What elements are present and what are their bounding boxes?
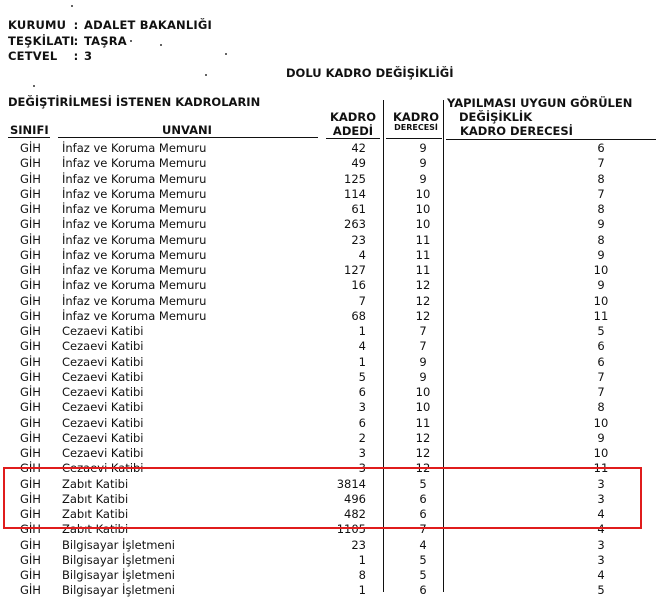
cell-adet: 6 [358,385,366,399]
rule-sinif [8,137,50,138]
cell-kadro-derece: 9 [419,156,427,171]
cell-kadro-derece: 12 [415,308,431,323]
table-row [0,156,660,171]
cell-kadro-derece: 6 [419,583,427,598]
cell-unvan: Zabıt Katibi [62,507,129,521]
cell-kadro-derece: 10 [415,400,431,415]
cell-kadro-derece: 5 [419,568,427,582]
cell-sinif: GİH [20,522,41,537]
scan-speck [130,40,132,42]
cell-kadro-derece: 10 [415,385,431,399]
cell-unvan: İnfaz ve Koruma Memuru [62,263,207,277]
col-adet-1: KADRO [330,110,376,124]
cell-adet: 3 [358,400,366,415]
cell-sinif: GİH [20,202,41,216]
cell-yeni-derece: 5 [597,583,605,598]
table-row [0,202,660,217]
cell-yeni-derece: 9 [597,430,605,445]
cell-kadro-derece: 9 [419,171,427,186]
cell-yeni-derece: 7 [597,186,605,201]
cell-sinif: GİH [20,293,41,308]
cell-adet: 3814 [336,476,366,491]
cell-adet: 482 [344,507,366,521]
cell-yeni-derece: 4 [597,568,605,582]
cell-unvan: Bilgisayar İşletmeni [62,537,175,552]
cell-adet: 1 [358,324,366,338]
cell-sinif: GİH [20,400,41,415]
col-unvan: UNVANI [162,123,212,137]
cell-unvan: Cezaevi Katibi [62,354,144,369]
cell-yeni-derece: 9 [597,278,605,293]
cell-sinif: GİH [20,263,41,277]
cell-unvan: İnfaz ve Koruma Memuru [62,156,207,171]
cell-yeni-derece: 7 [597,156,605,171]
cell-sinif: GİH [20,415,41,430]
cell-adet: 127 [344,263,366,277]
cell-unvan: Cezaevi Katibi [62,385,144,399]
cell-adet: 16 [351,278,366,293]
kurum-label: KURUMU [8,18,67,32]
cell-yeni-derece: 6 [597,354,605,369]
cell-adet: 1 [358,583,366,598]
cell-yeni-derece: 5 [597,324,605,338]
cell-yeni-derece: 8 [597,232,605,247]
cell-unvan: İnfaz ve Koruma Memuru [62,186,207,201]
cell-adet: 125 [344,171,366,186]
cell-yeni-derece: 4 [597,522,605,537]
cell-kadro-derece: 11 [415,415,431,430]
cell-sinif: GİH [20,385,41,399]
table-row [0,324,660,339]
table-row [0,248,660,263]
cell-unvan: İnfaz ve Koruma Memuru [62,202,207,216]
scan-speck [160,44,162,46]
cell-adet: 42 [351,141,366,155]
cell-kadro-derece: 9 [419,369,427,384]
table-row [0,416,660,431]
cell-kadro-derece: 10 [415,217,431,232]
cell-adet: 2 [358,430,366,445]
cell-unvan: Zabıt Katibi [62,522,129,537]
kurum-value: ADALET BAKANLIĞI [84,18,213,32]
cell-yeni-derece: 4 [597,507,605,521]
document-title: DOLU KADRO DEĞİŞİKLİĞİ [286,66,454,80]
cell-unvan: Cezaevi Katibi [62,324,144,338]
cell-kadro-derece: 9 [419,141,427,155]
cell-sinif: GİH [20,308,41,323]
section-right-header-2: DEĞİŞİKLİK [459,110,533,124]
cell-unvan: Cezaevi Katibi [62,339,144,354]
cell-kadro-derece: 12 [415,430,431,445]
cell-adet: 4 [358,247,366,262]
cell-yeni-derece: 3 [597,476,605,491]
cell-yeni-derece: 10 [593,415,609,430]
teskilat-line: TEŞKİLATI: TAŞRA [8,34,127,48]
cell-kadro-derece: 6 [419,491,427,506]
cell-sinif: GİH [20,156,41,171]
cell-kadro-derece: 5 [419,552,427,567]
cell-kadro-derece: 12 [415,278,431,293]
rule-unvan [58,137,318,138]
cell-yeni-derece: 3 [597,537,605,552]
cell-adet: 61 [351,202,366,216]
cell-unvan: Cezaevi Katibi [62,369,144,384]
cell-sinif: GİH [20,461,41,476]
cell-adet: 49 [351,156,366,171]
section-left-header: DEĞİŞTİRİLMESİ İSTENEN KADROLARIN [8,95,261,109]
table-row [0,370,660,385]
cell-yeni-derece: 10 [593,263,609,277]
cell-yeni-derece: 3 [597,552,605,567]
cell-sinif: GİH [20,247,41,262]
scan-speck [205,74,207,76]
cell-sinif: GİH [20,186,41,201]
cell-sinif: GİH [20,278,41,293]
cell-adet: 6 [358,415,366,430]
scan-speck [225,53,227,55]
cell-yeni-derece: 8 [597,171,605,186]
cell-yeni-derece: 6 [597,141,605,155]
table-row [0,538,660,553]
cell-sinif: GİH [20,583,41,598]
cell-adet: 114 [344,186,366,201]
cell-adet: 5 [358,369,366,384]
teskilat-value: TAŞRA [84,34,127,48]
cetvel-value: 3 [84,49,93,63]
cell-yeni-derece: 8 [597,400,605,415]
cell-sinif: GİH [20,491,41,506]
cell-unvan: Cezaevi Katibi [62,446,144,460]
table-row [0,294,660,309]
cell-sinif: GİH [20,568,41,582]
cell-kadro-derece: 12 [415,446,431,460]
cell-kadro-derece: 6 [419,507,427,521]
cell-unvan: Cezaevi Katibi [62,400,144,415]
cell-adet: 3 [358,446,366,460]
col-adet-2: ADEDİ [332,124,374,138]
cell-sinif: GİH [20,507,41,521]
cell-adet: 7 [358,293,366,308]
cell-kadro-derece: 10 [415,202,431,216]
cell-unvan: İnfaz ve Koruma Memuru [62,217,207,232]
table-row [0,172,660,187]
cell-yeni-derece: 6 [597,339,605,354]
scan-speck [71,5,73,7]
table-row [0,568,660,583]
table-row [0,263,660,278]
cell-sinif: GİH [20,232,41,247]
cell-sinif: GİH [20,430,41,445]
cell-kadro-derece: 11 [415,263,431,277]
table-row [0,431,660,446]
cell-unvan: Bilgisayar İşletmeni [62,583,175,598]
cell-unvan: İnfaz ve Koruma Memuru [62,278,207,293]
cell-adet: 496 [344,491,366,506]
cell-yeni-derece: 7 [597,369,605,384]
cell-adet: 8 [358,568,366,582]
cell-adet: 1 [358,354,366,369]
cell-unvan: Zabıt Katibi [62,476,129,491]
rule-derece [386,138,442,139]
cell-yeni-derece: 11 [593,461,609,476]
col-yeni-derece: KADRO DERECESİ [460,124,573,138]
cell-kadro-derece: 10 [415,186,431,201]
cell-unvan: İnfaz ve Koruma Memuru [62,247,207,262]
cell-adet: 68 [351,308,366,323]
scan-speck [33,85,35,87]
cell-sinif: GİH [20,552,41,567]
cell-sinif: GİH [20,476,41,491]
cell-yeni-derece: 11 [593,308,609,323]
cell-unvan: Bilgisayar İşletmeni [62,568,175,582]
cell-sinif: GİH [20,324,41,338]
table-row [0,187,660,202]
cell-kadro-derece: 7 [419,522,427,537]
table-row [0,217,660,232]
cell-yeni-derece: 10 [593,293,609,308]
cell-sinif: GİH [20,446,41,460]
table-row [0,385,660,400]
cell-sinif: GİH [20,369,41,384]
cell-kadro-derece: 12 [415,461,431,476]
cell-unvan: İnfaz ve Koruma Memuru [62,293,207,308]
table-row [0,400,660,415]
table-row [0,355,660,370]
table-row [0,141,660,156]
cell-kadro-derece: 7 [419,324,427,338]
cell-sinif: GİH [20,217,41,232]
cell-adet: 1105 [336,522,366,537]
kurum-line: KURUMU : ADALET BAKANLIĞI [8,18,213,32]
table-row [0,233,660,248]
cell-kadro-derece: 11 [415,232,431,247]
cell-sinif: GİH [20,537,41,552]
cell-adet: 4 [358,339,366,354]
cell-unvan: Cezaevi Katibi [62,461,144,476]
cell-adet: 23 [351,537,366,552]
cell-unvan: İnfaz ve Koruma Memuru [62,141,207,155]
cell-adet: 23 [351,232,366,247]
cell-adet: 263 [344,217,366,232]
cell-sinif: GİH [20,141,41,155]
cell-sinif: GİH [20,171,41,186]
cell-adet: 1 [358,552,366,567]
cell-yeni-derece: 9 [597,217,605,232]
col-derece-1: KADRO [393,110,439,124]
cetvel-label: CETVEL [8,49,58,63]
cell-yeni-derece: 10 [593,446,609,460]
cell-yeni-derece: 3 [597,491,605,506]
cell-kadro-derece: 12 [415,293,431,308]
cell-kadro-derece: 11 [415,247,431,262]
col-derece-2: DERECESİ [394,123,438,132]
cell-kadro-derece: 9 [419,354,427,369]
cell-unvan: Cezaevi Katibi [62,430,144,445]
cell-kadro-derece: 5 [419,476,427,491]
cell-adet: 3 [358,461,366,476]
teskilat-label: TEŞKİLATI [8,34,75,48]
rule-adet [326,138,380,139]
cell-unvan: Zabıt Katibi [62,491,129,506]
cell-sinif: GİH [20,339,41,354]
cell-yeni-derece: 9 [597,247,605,262]
highlight-box [3,467,642,529]
cell-kadro-derece: 4 [419,537,427,552]
cell-unvan: İnfaz ve Koruma Memuru [62,232,207,247]
cell-unvan: İnfaz ve Koruma Memuru [62,308,207,323]
cell-yeni-derece: 7 [597,385,605,399]
rule-yeni [446,139,656,140]
cell-unvan: İnfaz ve Koruma Memuru [62,171,207,186]
table-row [0,278,660,293]
section-right-header: YAPILMASI UYGUN GÖRÜLEN [447,96,633,110]
cell-sinif: GİH [20,354,41,369]
cell-unvan: Cezaevi Katibi [62,415,144,430]
cell-kadro-derece: 7 [419,339,427,354]
table-row [0,446,660,461]
cell-unvan: Bilgisayar İşletmeni [62,552,175,567]
table-row [0,583,660,598]
col-sinif: SINIFI [10,123,49,137]
table-row [0,309,660,324]
cetvel-line: CETVEL : 3 [8,49,93,63]
table-row [0,553,660,568]
cell-yeni-derece: 8 [597,202,605,216]
table-row [0,339,660,354]
